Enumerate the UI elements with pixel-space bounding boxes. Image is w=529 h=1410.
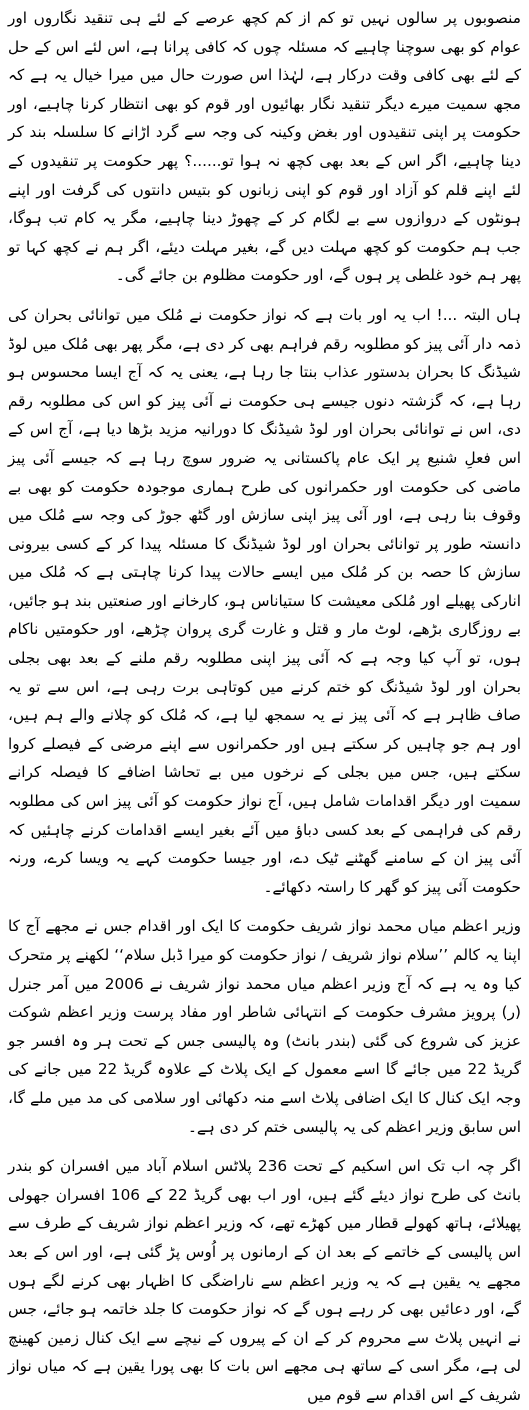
article-paragraph-4: اگر چہ اب تک اس اسکیم کے تحت 236 پلاٹس اسلام آباد میں افسران کو بندر بانٹ کی طرح نواز دیئے گئے ہیں، اور اب بھی گریڈ 22 کے 106 افسران جھولی پھیلائے، ہاتھ کھولے قطار میں کھڑے تھے، کہ وزیر اعظم نواز شریف کے طرف سے اس پالیسی کے خاتمے کے بعد ان کے ارمانوں پر اُوس پڑ گئی ہے، اور اس کے بعد مجھے یہ یقین ہے کہ یہ وزیر اعظم سے ناراضگی کا اظہار بھی کرنے لگے ہوں گے، اور دعائیں بھی کر رہے ہوں گے کہ نواز حکومت کا جلد خاتمہ ہو جائے، جس نے انہیں پلاٹ سے محروم کر کے ان کے پیروں کے نیچے سے ایک کنال زمین کھینچ لی ہے، مگر اسی کے ساتھ ہی مجھے اس بات کا بھی پورا یقین ہے کہ میاں نواز شریف کے اس اقدام سے قوم میں [8,1157,521,1404]
article-paragraph-3: وزیر اعظم میاں محمد نواز شریف حکومت کا ایک اور اقدام جس نے مجھے آج کا اپنا یہ کالم ’’سلام نواز شریف / نواز حکومت کو میرا ڈبل سلام‘‘ لکھنے پر متحرک کیا وہ یہ ہے کہ آج وزیر اعظم میاں محمد نواز شریف نے 2006 میں آمر جنرل (ر) پرویز مشرف حکومت کے انتہائی شاطر اور مفاد پرست وزیر اعظم شوکت عزیز کی شروع کی گئی (بندر بانٹ) وہ پالیسی جس کے تحت ہر وہ افسر جو گریڈ 22 میں جائے گا اسے معمول کے ایک پلاٹ کے علاوہ گریڈ 22 میں جانے کی وجہ ایک کنال کا ایک اضافی پلاٹ اسے منہ دکھائی اور سلامی کی مد میں ملے گا، اس سابق وزیر اعظم کی یہ پالیسی ختم کر دی ہے۔ [8,917,521,1136]
article-paragraph-2: ہاں البتہ ...! اب یہ اور بات ہے کہ نواز حکومت نے مُلک میں توانائی بحران کی ذمہ دار آئی پیز کو مطلوبہ رقم فراہم بھی کر دی ہے، مگر پھر بھی مُلک میں لوڈ شیڈنگ کا بحران بدستور عذاب بنتا جا رہا ہے، یعنی یہ کہ آج ایسا محسوس ہو رہا ہے، کہ گزشتہ دنوں جیسے ہی حکومت نے آئی پیز کو اس کی مطلوبہ رقم دی، اس نے توانائی بحران اور لوڈ شیڈنگ کا دورانیہ مزید بڑھا دیا ہے، آج اس کے اس فعلِ شنیع پر ایک عام پاکستانی یہ ضرور سوچ رہا ہے کہ جیسے آئی پیز ماضی کی حکومت اور حکمرانوں کی طرح ہماری موجودہ حکومت کو بھی بے وقوف بنا رہی ہے، اور آئی پیز اپنی سازش اور گٹھ جوڑ کی وجہ سے مُلک میں دانستہ طور پر توانائی بحران اور لوڈ شیڈنگ کا مسئلہ پیدا کر کے کسی بیرونی سازش کا حصہ بن کر مُلک میں ایسے حالات پیدا کرنا چاہتی ہے کہ مُلک میں انارکی پھیلے اور مُلکی معیشت کا ستیاناس ہو، کارخانے اور صنعتیں بند ہو جائیں، بے روزگاری بڑھے، لوٹ مار و قتل و غارت گری پروان چڑھے، اور حکومتیں ناکام ہوں، تو آپ کیا وجہ ہے کہ آئی پیز اپنی مطلوبہ رقم ملنے کے بعد بھی بجلی بحران اور لوڈ شیڈنگ کو ختم کرنے میں کوتاہی برت رہی ہے، اس سے تو یہ صاف ظاہر ہے کہ آئی پیز نے یہ سمجھ لیا ہے، کہ مُلک کو چلانے والے ہم ہیں، اور ہم جو چاہیں کر سکتے ہیں اور حکمرانوں سے اپنے مرضی کے فیصلے کروا سکتے ہیں، جس میں بجلی کے نرخوں میں بے تحاشا اضافے کا فیصلہ کرانے سمیت اور دیگر اقدامات شامل ہیں، آج نواز حکومت کو آئی پیز اس کی مطلوبہ رقم کی فراہمی کے بعد کسی دباؤ میں آئے بغیر ایسے اقدامات کرنے چاہئیں کہ آئی پیز ان کے سامنے گھٹنے ٹیک دے، اور جیسا حکومت کہے یہ ویسا کرے، ورنہ حکومت آئی پیز کو گھر کا راستہ دکھائے۔ [8,305,521,896]
article-paragraph-1: منصوبوں پر سالوں نہیں تو کم از کم کچھ عرصے کے لئے ہی تنقید نگاروں اور عوام کو بھی سوچنا چاہیے کہ مسئلہ چوں کہ کافی پرانا ہے، اس لئے اس کے حل کے لئے بھی کافی وقت درکار ہے، لہٰذا اس صورت حال میں میرا خیال یہ ہے کہ مجھ سمیت میرے دیگر تنقید نگار بھائیوں اور قوم کو بھی انتظار کرنا چاہیے، اور حکومت پر اپنی تنقیدوں اور بغض وکینہ کی وجہ سے گرد اڑانے کا سلسلہ بند کر دینا چاہیے، اگر اس کے بعد بھی کچھ نہ ہوا تو......؟ پھر حکومت پر تنقیدوں کے لئے اپنے قلم کو آزاد اور قوم کو اپنی زبانوں کو بتیس دانتوں کی گرفت اور اپنے ہونٹوں کے دروازوں سے بے لگام کر کے چھوڑ دینا چاہیے، مگر یہ کام تب ہوگا، جب ہم حکومت کو کچھ مہلت دیں گے، بغیر مہلت دیئے، اگر ہم نے کچھ کہا تو پھر ہم خود غلطی پر ہوں گے، اور حکومت مظلوم بن جائے گی۔ [8,9,521,285]
